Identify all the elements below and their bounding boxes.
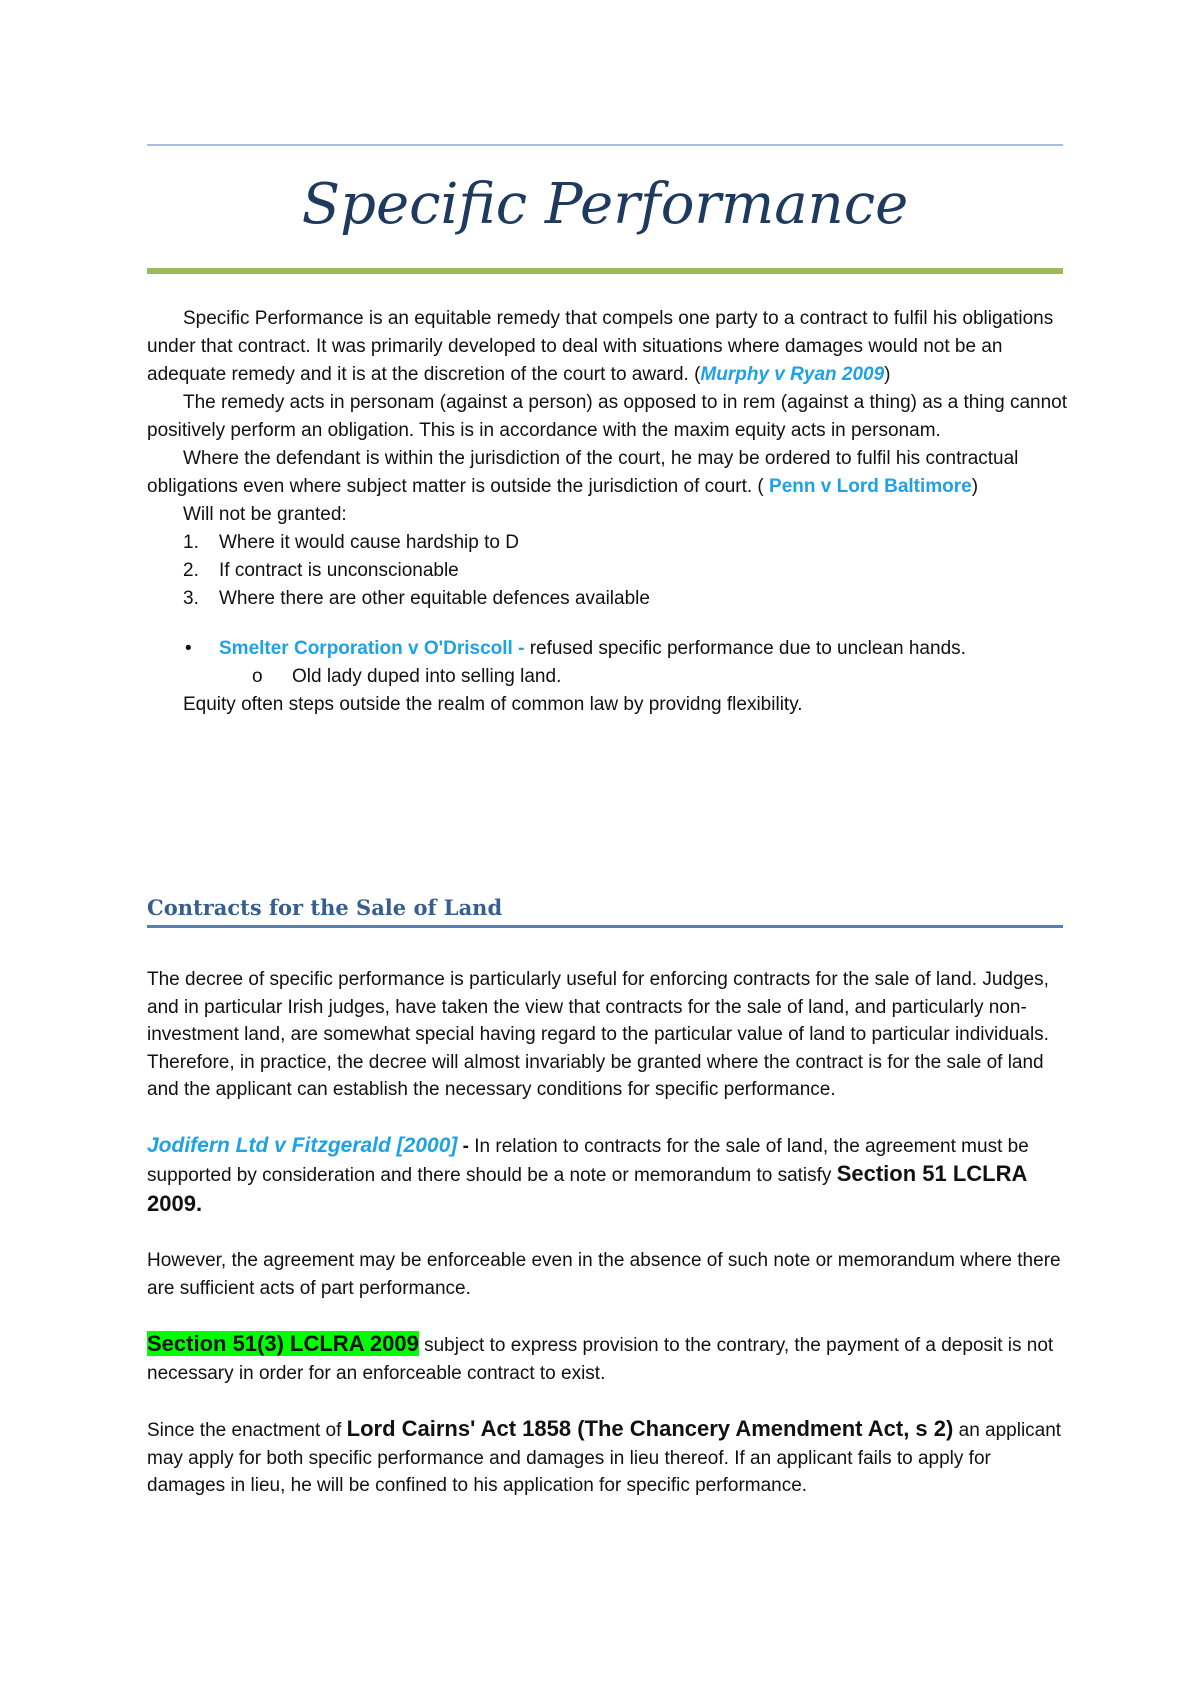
not-granted-list [147, 529, 1067, 613]
page-title: Specific Performance [301, 172, 909, 237]
intro-body [147, 305, 1067, 719]
highlighted-statute: Section 51(3) LCLRA 2009 [147, 1331, 419, 1356]
case-citation: Penn v Lord Baltimore [769, 476, 972, 497]
sub-bullet-item: o Old lady duped into selling land. [147, 663, 1067, 691]
statute-reference: Section 51 LCLRA 2009 [147, 1161, 1027, 1216]
intro-paragraph-2: The remedy acts in personam (against a person) as opposed to in rem (against a thing) as a thing cannot positively perform an obligation. This is in accordance with the maxim equity acts in personam. [147, 392, 1067, 441]
section-paragraph-5: Since the enactment of Lord Cairns' Act 1858 (The Chancery Amendment Act, s 2) an applicant may apply for both specific performance and damages in lieu thereof. If an applicant fails to apply for damages in lieu, he will be confined to his application for specific performance. [147, 1416, 1062, 1496]
section-paragraph-4: Section 51(3) LCLRA 2009 subject to express provision to the contrary, the payment of a deposit is not necessary in order for an enforceable contract to exist. [147, 1331, 1054, 1384]
list-item: 2. If contract is unconscionable [183, 560, 459, 581]
statute-reference: Lord Cairns' Act 1858 (The Chancery Amendment Act, s 2) [346, 1416, 954, 1441]
section-paragraph-2: Jodifern Ltd v Fitzgerald [2000] - In relation to contracts for the sale of land, the agreement must be supported by consideration and there should be a note or memorandum to satisfy Section 51 LCLRA 2009. [147, 1133, 1029, 1216]
section-body [147, 966, 1067, 1528]
not-granted-label: Will not be granted: [183, 504, 347, 525]
top-divider [147, 144, 1063, 146]
closing-line: Equity often steps outside the realm of common law by providng flexibility. [183, 694, 803, 715]
intro-paragraph-1: Specific Performance is an equitable remedy that compels one party to a contract to fulfil his obligations under that contract. It was primarily developed to deal with situations where damages would not be an adequate remedy and it is at the discretion of the court to award. (Murphy v Ryan 2009) [147, 308, 1054, 385]
title-underline [147, 268, 1063, 274]
case-citation: Jodifern Ltd v Fitzgerald [2000] [147, 1133, 458, 1157]
section-underline [147, 925, 1063, 928]
case-citation: Murphy v Ryan 2009 [700, 364, 885, 385]
list-item: 3. Where there are other equitable defences available [183, 588, 650, 609]
section-heading: Contracts for the Sale of Land [147, 895, 503, 920]
case-citation: Smelter Corporation v O'Driscoll - [219, 638, 530, 659]
list-item: 1. Where it would cause hardship to D [183, 532, 519, 553]
sub-bullet-icon: o [252, 666, 263, 687]
intro-paragraph-3: Where the defendant is within the jurisdiction of the court, he may be ordered to fulfil his contractual obligations even where subject matter is outside the jurisdiction of court. ( Penn v Lord Baltimore) [147, 448, 1019, 497]
section-paragraph-3: However, the agreement may be enforceable even in the absence of such note or memorandum where there are sufficient acts of part performance. [147, 1250, 1061, 1299]
bullet-item: • Smelter Corporation v O'Driscoll - refused specific performance due to unclean hands. [147, 635, 1067, 663]
section-paragraph-1: The decree of specific performance is particularly useful for enforcing contracts for the sale of land. Judges, and in particular Irish judges, have taken the view that contracts for the sale of land, and particularly non-investment land, are somewhat special having regard to the particular value of land to particular individuals. Therefore, in practice, the decree will almost invariably be granted where the contract is for the sale of land and the applicant can establish the necessary conditions for specific performance. [147, 969, 1049, 1100]
bullet-icon: • [185, 638, 192, 659]
